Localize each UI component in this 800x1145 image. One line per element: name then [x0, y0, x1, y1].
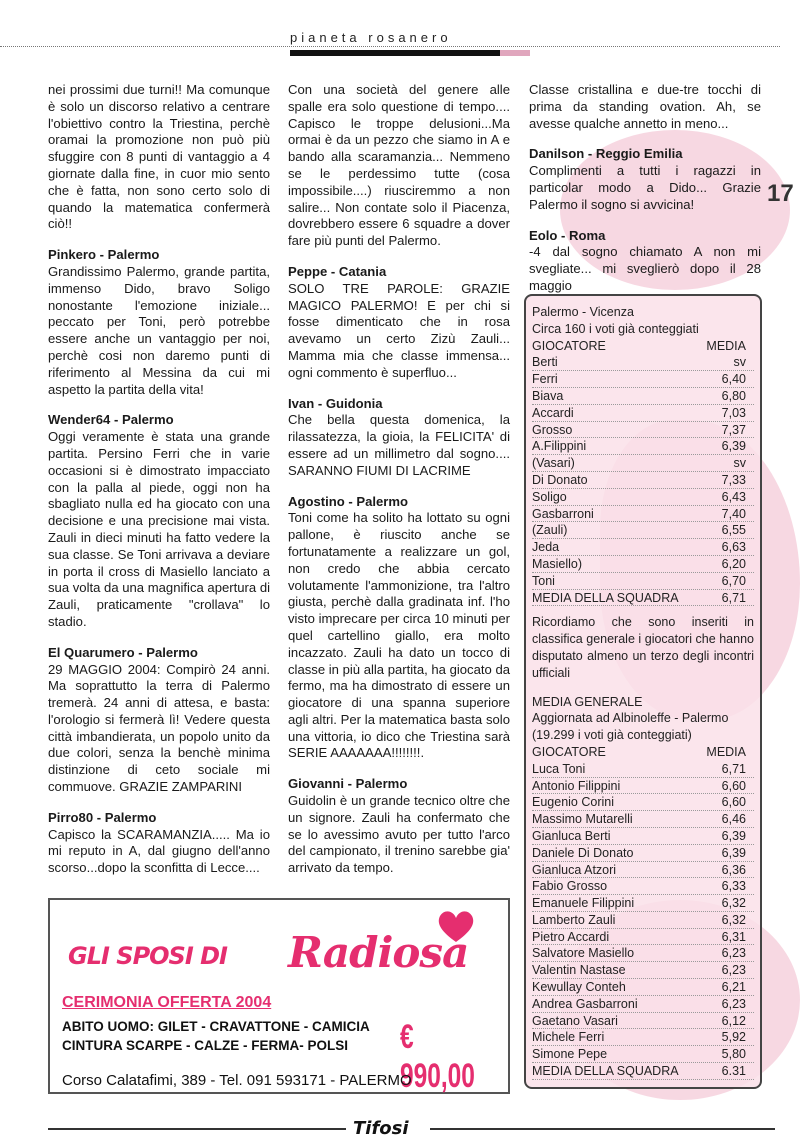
ratings-header	[532, 338, 754, 355]
player-rating: 6,46	[721, 812, 746, 827]
rating-row	[532, 1046, 754, 1063]
letter-text: Capisco la SCARAMANZIA..... Ma io mi reputo in A, dal giugno dell'anno scorso...dopo la sconfitta di Lecce....	[48, 826, 270, 876]
header-bar	[290, 50, 500, 56]
rating-row	[532, 878, 754, 895]
rating-row	[532, 828, 754, 845]
advertisement	[48, 898, 510, 1094]
rating-row	[532, 979, 754, 996]
player-rating: sv	[733, 355, 746, 370]
letter-continuation: Con una società del genere alle spalle era solo questione di tempo.... Capisco le troppe delusioni...Ma ormai è da un pezzo che siamo in A e bando alla scaramanzia... Nemmeno se le perdessimo tutte (cosa impossibile....) riusciremmo a non salire... Non contate solo il Piacenza, dovrebbero essere 6 squadre a dover fare più punti del Palermo.	[288, 82, 510, 249]
rating-row	[532, 962, 754, 979]
player-name: Salvatore Masiello	[532, 946, 635, 961]
letter-continuation: Classe cristallina e due-tre tocchi di prima da standing ovation. Ah, se avesse qualche annetto in meno...	[529, 82, 761, 131]
player-rating: 6,32	[721, 896, 746, 911]
player-rating: 6,70	[721, 573, 746, 588]
general-ratings-header	[532, 744, 754, 761]
player-rating: 6,23	[721, 963, 746, 978]
general-subtitle: Aggiornata ad Albinoleffe - Palermo	[532, 711, 729, 726]
letter-author: Danilson - Reggio Emilia	[529, 146, 683, 162]
page-number: 17	[767, 180, 794, 207]
player-name: Masiello)	[532, 556, 583, 571]
player-name: Berti	[532, 355, 558, 370]
player-rating: 6,60	[721, 795, 746, 810]
rating-row	[532, 506, 754, 523]
rating-row	[532, 539, 754, 556]
ad-logo-prefix: GLI SPOSI DI	[68, 942, 227, 970]
ad-title: CERIMONIA OFFERTA 2004	[62, 994, 272, 1011]
rating-row	[532, 438, 754, 455]
rating-row	[532, 354, 754, 371]
rating-row	[532, 472, 754, 489]
ratings-note: Ricordiamo che sono inseriti in classifica generale i giocatori che hanno disputato almeno un terzo degli incontri ufficiali	[532, 615, 754, 680]
letter-author: Pinkero - Palermo	[48, 247, 160, 263]
player-rating: 6,23	[721, 996, 746, 1011]
letter-continuation: nei prossimi due turni!! Ma comunque è solo un discorso relativo a centrare l'obiettivo contro la Triestina, perchè oramai la promozione non può più sfuggire con 8 punti di vantaggio a 4 giornate dalla fine, in cuor mio sento che è fatta, non sono certo solo di quando la matematica confermerà ciò!!	[48, 82, 270, 232]
letter-text: SOLO TRE PAROLE: GRAZIE MAGICO PALERMO! E per chi si fosse dimenticato che in rosa avevamo un certo Zizù Zauli... Mamma mia che classe immensa... ogni commento è superfluo...	[288, 280, 510, 380]
player-rating: 6,20	[721, 556, 746, 571]
rating-row	[532, 405, 754, 422]
player-rating: 7,40	[721, 506, 746, 521]
page-header	[0, 26, 800, 56]
player-name: Gaetano Vasari	[532, 1013, 618, 1028]
player-name: Kewullay Conteh	[532, 980, 626, 995]
player-rating: 5,92	[721, 1030, 746, 1045]
rating-row	[532, 761, 754, 778]
ad-price: € 990,00	[400, 1018, 475, 1095]
letter-author: Pirro80 - Palermo	[48, 809, 157, 825]
player-name: Antonio Filippini	[532, 778, 621, 793]
player-name: Valentin Nastase	[532, 963, 626, 978]
letter	[288, 264, 510, 382]
rating-row	[532, 455, 754, 472]
letter-text: Toni come ha solito ha lottato su ogni pallone, è riuscito anche se fortunatamente a realizzare un gol, non credo che abbia cercato volutamente l'ammonizione, tra l'altro giusta, perchè dalla gradinata inf. l'ho visto imprecare per circa 10 minuti per quel cartellino giallo, era molto incazzato. Zauli ha dato un tocco di classe in più alla partita, ha giocato da fermo, ma ha dimostrato di essere un giocatore di una spanna superiore agli altri. Per la matematica basta solo una vittoria, io dico che Triestina sarà SERIE AAAAAAA!!!!!!!!.	[288, 510, 511, 761]
letter-text: Guidolin è un grande tecnico oltre che un signore. Zauli ha confermato che se lo avessimo avuto per tutto l'arco del campionato, il trenino sarebbe gia' arrivato da tempo.	[288, 793, 510, 876]
player-rating: 6,23	[721, 946, 746, 961]
player-name: Ferri	[532, 372, 558, 387]
letter	[48, 645, 270, 796]
letter-author: Eolo - Roma	[529, 227, 606, 243]
player-rating: 6,71	[721, 761, 746, 776]
letter-author: Agostino - Palermo	[288, 493, 409, 509]
match-title: Palermo - Vicenza	[532, 305, 634, 319]
ad-logo	[64, 928, 504, 986]
general-ratings-list	[532, 761, 754, 1080]
player-name: Jeda	[532, 540, 560, 555]
player-name: Toni	[532, 573, 555, 588]
player-name: Luca Toni	[532, 761, 586, 776]
rating-row	[532, 862, 754, 879]
player-name: (Zauli)	[532, 523, 568, 538]
player-rating: 6,21	[721, 980, 746, 995]
match-subtitle: Circa 160 i voti già conteggiati	[532, 321, 699, 336]
player-rating: sv	[733, 456, 746, 471]
player-rating: 6,80	[721, 388, 746, 403]
letter	[288, 396, 510, 480]
player-name: (Vasari)	[532, 456, 575, 471]
column-1	[48, 82, 270, 891]
player-name: MEDIA DELLA SQUADRA	[532, 1064, 679, 1079]
column-header-player: GIOCATORE	[532, 744, 606, 759]
page-footer	[0, 1118, 800, 1142]
player-rating: 6,60	[721, 778, 746, 793]
rating-row	[532, 794, 754, 811]
player-rating: 6,36	[721, 862, 746, 877]
rating-row	[532, 945, 754, 962]
player-rating: 6,12	[721, 1013, 746, 1028]
player-name: Eugenio Corini	[532, 795, 614, 810]
player-rating: 6,33	[721, 879, 746, 894]
column-3	[529, 82, 761, 309]
player-name: Gianluca Berti	[532, 828, 611, 843]
player-rating: 6,39	[721, 845, 746, 860]
rating-row	[532, 590, 754, 607]
letter	[48, 810, 270, 877]
letter-text: 29 MAGGIO 2004: Compirò 24 anni. Ma soprattutto la terra di Palermo tremerà. 24 anni di attesa, e basta: l'orologio si fermerà lì! Vedere questa città imbandierata, un popolo unito da due colori, senza la benchè minima distinzione di ceto sociale mi commuove. GRAZIE ZAMPARINI	[48, 661, 270, 795]
ad-item-line: ABITO UOMO: GILET - CRAVATTONE - CAMICIA	[62, 1019, 370, 1034]
rating-row	[532, 489, 754, 506]
player-rating: 6,71	[721, 590, 746, 605]
player-name: Soligo	[532, 489, 567, 504]
rating-row	[532, 573, 754, 590]
letter-author: Giovanni - Palermo	[288, 776, 408, 792]
letter-author: El Quarumero - Palermo	[48, 644, 198, 660]
player-rating: 6,32	[721, 912, 746, 927]
letter-text: Che bella questa domenica, la rilassatezza, la gioia, la FELICITA' di essere ad un millimetro dal sogno.... SARANNO FIUMI DI LACRIME	[288, 412, 510, 478]
player-ratings-box	[524, 294, 762, 1089]
header-bar-accent	[500, 50, 530, 56]
player-rating: 6,39	[721, 828, 746, 843]
player-rating: 5,80	[721, 1047, 746, 1062]
ad-address: Corso Calatafimi, 389 - Tel. 091 593171 - PALERMO	[62, 1072, 412, 1089]
general-title: MEDIA GENERALE	[532, 694, 643, 709]
rating-row	[532, 895, 754, 912]
letter-text: Oggi veramente è stata una grande partita. Persino Ferri che in varie occasioni si è dimostrato impacciato con la palla al piede, oggi non ha sbagliato nulla ed ha giocato con una decisione e una precisione mai vista. Zauli in dieci minuti ha fatto vedere la sua classe. Se Toni arrivava a deviare in porta il cross di Masiello lanciato a sua volta da una magnifica apertura di Zauli, praticamente "crollava" lo stadio.	[48, 429, 271, 629]
letter-text: Grandissimo Palermo, grande partita, immenso Dido, bravo Soligo nonostante l'emozione iniziale... peccato per Toni, però potrebbe essere anche un vantaggio per noi, perchè cosi non daremo punti di riferimento al Messina da cui mi aspetto la partita della vita!	[48, 263, 270, 397]
letter	[48, 247, 270, 398]
rating-row	[532, 996, 754, 1013]
footer-logo: Tifosi	[353, 1118, 409, 1139]
column-header-average: MEDIA	[706, 744, 746, 759]
player-rating: 6,63	[721, 540, 746, 555]
letter-author: Peppe - Catania	[288, 263, 387, 279]
rating-row	[532, 388, 754, 405]
letter-author: Ivan - Guidonia	[288, 395, 383, 411]
column-2	[288, 82, 510, 891]
column-header-player: GIOCATORE	[532, 338, 606, 353]
player-rating: 6,39	[721, 439, 746, 454]
rating-row	[532, 1029, 754, 1046]
player-name: Di Donato	[532, 472, 588, 487]
player-name: Gianluca Atzori	[532, 862, 617, 877]
rating-row	[532, 912, 754, 929]
player-name: Michele Ferri	[532, 1030, 605, 1045]
player-rating: 7,37	[721, 422, 746, 437]
rating-row	[532, 1063, 754, 1080]
player-rating: 6,40	[721, 372, 746, 387]
ad-logo-brand: Radiosa	[288, 928, 469, 977]
player-rating: 6.31	[721, 1064, 746, 1079]
player-name: Gasbarroni	[532, 506, 594, 521]
rating-row	[532, 556, 754, 573]
player-name: Emanuele Filippini	[532, 896, 635, 911]
player-name: Daniele Di Donato	[532, 845, 634, 860]
rating-row	[532, 422, 754, 439]
letter-author: Wender64 - Palermo	[48, 412, 174, 428]
player-rating: 6,43	[721, 489, 746, 504]
footer-divider	[430, 1128, 775, 1130]
match-ratings-list	[532, 354, 754, 606]
player-rating: 7,33	[721, 472, 746, 487]
header-divider	[0, 46, 780, 47]
rating-row	[532, 1013, 754, 1030]
player-name: Simone Pepe	[532, 1047, 608, 1062]
player-rating: 7,03	[721, 405, 746, 420]
letter-text: Complimenti a tutti i ragazzi in particolar modo a Dido... Grazie Palermo il sogno si avvicina!	[529, 163, 761, 212]
player-name: Biava	[532, 388, 564, 403]
rating-row	[532, 778, 754, 795]
player-name: A.Filippini	[532, 439, 587, 454]
letter	[48, 412, 270, 630]
rating-row	[532, 371, 754, 388]
column-header-average: MEDIA	[706, 338, 746, 353]
ad-item-line: CINTURA SCARPE - CALZE - FERMA- POLSI	[62, 1038, 348, 1053]
player-name: Andrea Gasbarroni	[532, 996, 638, 1011]
player-name: Fabio Grosso	[532, 879, 608, 894]
player-name: Grosso	[532, 422, 573, 437]
player-name: Pietro Accardi	[532, 929, 610, 944]
player-rating: 6,55	[721, 523, 746, 538]
letter	[529, 228, 761, 295]
letter	[288, 776, 510, 877]
letter	[288, 494, 510, 763]
footer-divider	[48, 1128, 346, 1130]
rating-row	[532, 522, 754, 539]
rating-row	[532, 845, 754, 862]
general-vote-count: (19.299 i voti già conteggiati)	[532, 728, 692, 743]
letter	[529, 146, 761, 213]
player-name: Lamberto Zauli	[532, 912, 616, 927]
rating-row	[532, 929, 754, 946]
rating-row	[532, 811, 754, 828]
player-name: MEDIA DELLA SQUADRA	[532, 590, 679, 605]
letter-text: -4 dal sogno chiamato A non mi svegliate... mi sveglierò dopo il 28 maggio	[529, 244, 761, 293]
player-name: Massimo Mutarelli	[532, 812, 633, 827]
player-rating: 6,31	[721, 929, 746, 944]
player-name: Accardi	[532, 405, 574, 420]
header-title: pianeta rosanero	[290, 30, 452, 45]
